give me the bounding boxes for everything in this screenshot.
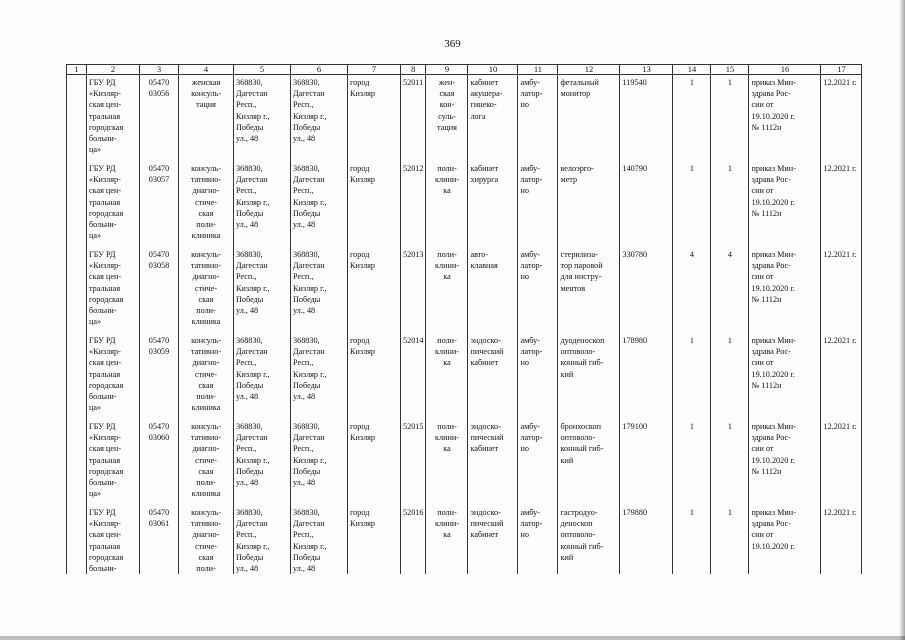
scan-edge-shadow (899, 0, 905, 640)
table-cell: 1 (673, 161, 711, 247)
table-cell: 05470 03059 (140, 333, 179, 419)
table-row (67, 161, 862, 247)
table-cell: дуоденоскоп оптоволо- конный гиб- кий (558, 333, 620, 419)
table-cell: амбу- латор- но (518, 247, 558, 333)
table-cell: амбу- латор- но (518, 505, 558, 574)
table-cell: консуль- тативно- диагно- стиче- ская поли- клиника (179, 333, 234, 419)
table-cell: 1 (711, 75, 749, 162)
table-cell: город Кизляр (348, 505, 401, 574)
column-header: 11 (518, 65, 558, 75)
table-cell: 12.2021 г. (821, 505, 862, 574)
table-cell: 178980 (620, 333, 673, 419)
table-cell: консуль- тативно- диагно- стиче- ская поли- (179, 505, 234, 574)
table-cell: эндоско- пический кабинет (468, 419, 518, 505)
table-cell: 368830, Дагестан Респ., Кизляр г., Победы ул., 48 (234, 247, 291, 333)
table-cell: 52015 (401, 419, 426, 505)
table-cell: приказ Мин- здрава Рос- сии от 19.10.2020 г. № 1112н (749, 419, 821, 505)
table-cell: город Кизляр (348, 75, 401, 162)
table-cell (67, 75, 87, 162)
table-cell: гастродуо- деноскоп оптоволо- конный гиб- кий (558, 505, 620, 574)
table-cell: поли- клини- ка (426, 505, 468, 574)
column-header: 5 (234, 65, 291, 75)
table-cell: поли- клини- ка (426, 247, 468, 333)
table-cell: поли- клини- ка (426, 161, 468, 247)
column-header: 17 (821, 65, 862, 75)
table-cell: 4 (711, 247, 749, 333)
table-body (67, 75, 862, 575)
table-row (67, 75, 862, 162)
table-cell: велоэрго- метр (558, 161, 620, 247)
column-header: 10 (468, 65, 518, 75)
table-cell: 12.2021 г. (821, 75, 862, 162)
table-cell: 368830, Дагестан Респ., Кизляр г., Победы ул., 48 (291, 247, 348, 333)
table-cell (67, 505, 87, 574)
table-cell: 1 (711, 505, 749, 574)
table-cell: 179100 (620, 419, 673, 505)
column-header: 14 (673, 65, 711, 75)
table-cell: кабинет хирурга (468, 161, 518, 247)
table-cell: 52014 (401, 333, 426, 419)
table-cell: город Кизляр (348, 161, 401, 247)
table-cell: 368830, Дагестан Респ., Кизляр г., Победы ул., 48 (291, 333, 348, 419)
table-cell: кабинет акушера- гинеко- лога (468, 75, 518, 162)
table-cell: 12.2021 г. (821, 419, 862, 505)
table-cell: 1 (673, 333, 711, 419)
table-cell: жен- ская кон- суль- тация (426, 75, 468, 162)
table-cell: приказ Мин- здрава Рос- сии от 19.10.2020 г. (749, 505, 821, 574)
table-cell: ГБУ РД «Кизляр- ская цен- тральная городская больни- ца» (87, 419, 140, 505)
column-header: 12 (558, 65, 620, 75)
table-row (67, 247, 862, 333)
table-cell: 1 (711, 161, 749, 247)
header-row (67, 65, 862, 75)
table-cell: женская консуль- тация (179, 75, 234, 162)
table-cell: 119540 (620, 75, 673, 162)
table-cell: амбу- латор- но (518, 419, 558, 505)
table-cell: ГБУ РД «Кизляр- ская цен- тральная городская больни- ца» (87, 75, 140, 162)
column-header: 1 (67, 65, 87, 75)
column-header: 15 (711, 65, 749, 75)
table-cell: консуль- тативно- диагно- стиче- ская поли- клиника (179, 419, 234, 505)
scan-bottom-shadow (0, 636, 905, 640)
table-cell: 1 (711, 333, 749, 419)
table-row (67, 505, 862, 574)
column-header: 6 (291, 65, 348, 75)
table-cell: амбу- латор- но (518, 333, 558, 419)
table-cell: ГБУ РД «Кизляр- ская цен- тральная городская больни- (87, 505, 140, 574)
table-cell: 12.2021 г. (821, 161, 862, 247)
table-cell: эндоско- пический кабинет (468, 333, 518, 419)
table-cell: 1 (711, 419, 749, 505)
table-cell: город Кизляр (348, 419, 401, 505)
column-header: 2 (87, 65, 140, 75)
table-cell: 368830, Дагестан Респ., Кизляр г., Победы ул., 48 (291, 419, 348, 505)
table-cell (67, 333, 87, 419)
table-cell: 368830, Дагестан Респ., Кизляр г., Победы ул., 48 (291, 75, 348, 162)
table-cell: стерилиза- тор паровой для инстру- ментов (558, 247, 620, 333)
table-cell: 140790 (620, 161, 673, 247)
table-cell: 05470 03060 (140, 419, 179, 505)
column-header: 3 (140, 65, 179, 75)
table-cell: 1 (673, 75, 711, 162)
table-cell: бронхоскоп оптоволо- конный гиб- кий (558, 419, 620, 505)
table-row (67, 419, 862, 505)
table-cell: амбу- латор- но (518, 161, 558, 247)
table-cell: фетальный монитор (558, 75, 620, 162)
table-cell: приказ Мин- здрава Рос- сии от 19.10.2020 г. № 1112н (749, 247, 821, 333)
table-cell: 368830, Дагестан Респ., Кизляр г., Победы ул., 48 (291, 161, 348, 247)
table-cell: город Кизляр (348, 247, 401, 333)
column-header: 4 (179, 65, 234, 75)
table-cell: ГБУ РД «Кизляр- ская цен- тральная городская больни- ца» (87, 247, 140, 333)
table-cell: 368830, Дагестан Респ., Кизляр г., Победы ул., 48 (234, 333, 291, 419)
table-cell: приказ Мин- здрава Рос- сии от 19.10.2020 г. № 1112н (749, 161, 821, 247)
table-cell: 12.2021 г. (821, 333, 862, 419)
column-header: 7 (348, 65, 401, 75)
table-cell: 52012 (401, 161, 426, 247)
table-cell: 52016 (401, 505, 426, 574)
table-cell: поли- клини- ка (426, 419, 468, 505)
table-cell: 368830, Дагестан Респ., Кизляр г., Победы ул., 48 (234, 419, 291, 505)
table-cell (67, 161, 87, 247)
column-header: 8 (401, 65, 426, 75)
table-cell: город Кизляр (348, 333, 401, 419)
column-header: 9 (426, 65, 468, 75)
table-cell (67, 247, 87, 333)
table-cell: приказ Мин- здрава Рос- сии от 19.10.2020 г. № 1112н (749, 333, 821, 419)
table-cell: 330780 (620, 247, 673, 333)
table-cell: поли- клини- ка (426, 333, 468, 419)
table-cell (67, 419, 87, 505)
column-header: 16 (749, 65, 821, 75)
table-cell: ГБУ РД «Кизляр- ская цен- тральная городская больни- ца» (87, 333, 140, 419)
table-cell: 368830, Дагестан Респ., Кизляр г., Победы ул., 48 (291, 505, 348, 574)
table-cell: 05470 03056 (140, 75, 179, 162)
table-cell: амбу- латор- но (518, 75, 558, 162)
table-cell: 1 (673, 419, 711, 505)
table-cell: 05470 03058 (140, 247, 179, 333)
equipment-table (66, 64, 862, 574)
table-row (67, 333, 862, 419)
table-cell: 179880 (620, 505, 673, 574)
table-cell: 4 (673, 247, 711, 333)
table-cell: 52013 (401, 247, 426, 333)
table-cell: 368830, Дагестан Респ., Кизляр г., Победы ул., 48 (234, 161, 291, 247)
page-number: 369 (444, 38, 461, 50)
table-cell: 12.2021 г. (821, 247, 862, 333)
table-cell: приказ Мин- здрава Рос- сии от 19.10.2020 г. № 1112н (749, 75, 821, 162)
table-cell: эндоско- пический кабинет (468, 505, 518, 574)
table-cell: 52011 (401, 75, 426, 162)
table-cell: 368830, Дагестан Респ., Кизляр г., Победы ул., 48 (234, 75, 291, 162)
table-cell: 05470 03061 (140, 505, 179, 574)
table-cell: 05470 03057 (140, 161, 179, 247)
table-cell: консуль- тативно- диагно- стиче- ская поли- клиника (179, 161, 234, 247)
table-cell: консуль- тативно- диагно- стиче- ская поли- клиника (179, 247, 234, 333)
table-cell: ГБУ РД «Кизляр- ская цен- тральная городская больни- ца» (87, 161, 140, 247)
table-cell: 1 (673, 505, 711, 574)
column-header: 13 (620, 65, 673, 75)
table-cell: авто- клавная (468, 247, 518, 333)
table-cell: 368830, Дагестан Респ., Кизляр г., Победы ул., 48 (234, 505, 291, 574)
